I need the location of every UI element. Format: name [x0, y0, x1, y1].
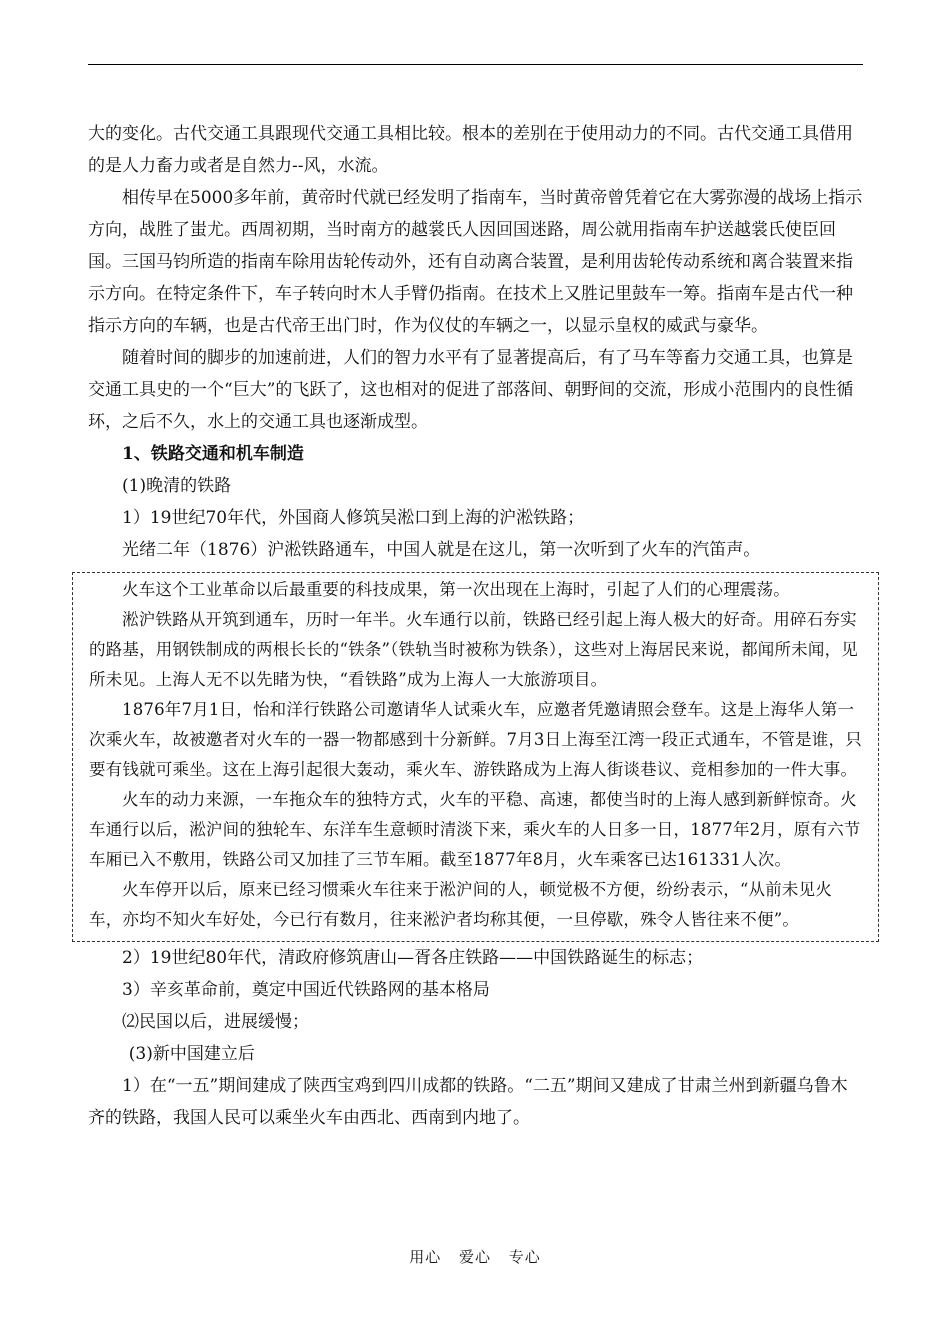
list-item-4: 1）在“一五”期间建成了陕西宝鸡到四川成都的铁路。“二五”期间又建成了甘肃兰州到新疆乌鲁木齐的铁路，我国人民可以乘坐火车由西北、西南到内地了。 — [88, 1076, 848, 1128]
page-footer — [0, 1246, 950, 1267]
list-item-2: 2）19世纪80年代，清政府修筑唐山—胥各庄铁路——中国铁路诞生的标志； — [122, 948, 704, 968]
box-paragraph: 1876年7月1日，怡和洋行铁路公司邀请华人试乘火车，应邀者凭邀请照会登车。这是上海华人第一次乘火车，故被邀者对火车的一器一物都感到十分新鲜。7月3日上海至江湾一段正式通车，不管是谁，只要有钱就可乘坐。这在上海引起很大轰动，乘火车、游铁路成为上海人街谈巷议、竞相参加的一件大事。 — [89, 700, 862, 779]
dashed-reading-box — [72, 572, 879, 942]
paragraph-compass-cart: 相传早在5000多年前，黄帝时代就已经发明了指南车，当时黄帝曾凭着它在大雾弥漫的战场上指示方向，战胜了蚩尤。西周初期，当时南方的越裳氏人因回国迷路，周公就用指南车护送越裳氏使臣回国。三国马钧所造的指南车除用齿轮传动外，还有自动离合装置，是利用齿轮传动系统和离合装置来指示方向。在特定条件下，车子转向时木人手臂仍指南。在技术上又胜记里鼓车一筹。指南车是古代一种指示方向的车辆，也是古代帝王出门时，作为仪仗的车辆之一，以显示皇权的威武与豪华。 — [88, 188, 863, 336]
subheading-republic: ⑵民国以后，进展缓慢； — [122, 1012, 309, 1032]
list-item-1: 1）19世纪70年代，外国商人修筑吴淞口到上海的沪淞铁路； — [122, 508, 585, 528]
section-heading: 1、铁路交通和机车制造 — [122, 444, 304, 464]
footer-text: 爱心 — [458, 1248, 491, 1266]
paragraph-draft-animals: 随着时间的脚步的加速前进，人们的智力水平有了显著提高后，有了马车等畜力交通工具，也算是交通工具史的一个“巨大”的飞跃了，这也相对的促进了部落间、朝野间的交流，形成小范围内的良性循环，之后不久，水上的交通工具也逐渐成型。 — [88, 348, 854, 432]
footer-text: 专心 — [508, 1248, 541, 1266]
subheading-new-china: (3)新中国建立后 — [128, 1044, 255, 1064]
box-paragraph: 淞沪铁路从开筑到通车，历时一年半。火车通行以前，铁路已经引起上海人极大的好奇。用碎石夯实的路基，用钢铁制成的两根长长的“铁条”（铁轨当时被称为铁条），这些对上海居民来说，都闻所未闻，见所未见。上海人无不以先睹为快，“看铁路”成为上海人一大旅游项目。 — [89, 610, 858, 689]
box-paragraph: 火车这个工业革命以后最重要的科技成果，第一次出现在上海时，引起了人们的心理震荡。 — [122, 580, 790, 599]
footer-text: 用心 — [409, 1248, 442, 1266]
box-paragraph: 火车的动力来源，一车拖众车的独特方式，火车的平稳、高速，都使当时的上海人感到新鲜惊奇。火车通行以后，淞沪间的独轮车、东洋车生意顿时清淡下来，乘火车的人日多一日，1877年2月，原有六节车厢已入不敷用，铁路公司又加挂了三节车厢。截至1877年8月，火车乘客已达161331人次。 — [89, 790, 861, 869]
paragraph-intro: 大的变化。古代交通工具跟现代交通工具相比较。根本的差别在于使用动力的不同。古代交通工具借用的是人力畜力或者是自然力--风，水流。 — [88, 124, 853, 176]
list-item-1-note: 光绪二年（1876）沪淞铁路通车，中国人就是在这儿，第一次听到了火车的汽笛声。 — [122, 540, 761, 560]
list-item-3: 3）辛亥革命前，奠定中国近代铁路网的基本格局 — [122, 980, 490, 1000]
box-paragraph: 火车停开以后，原来已经习惯乘火车往来于淞沪间的人，顿觉极不方便，纷纷表示，“从前未见火车，亦均不知火车好处，今已行有数月，往来淞沪者均称其便，一旦停歇，殊令人皆往来不便”。 — [89, 880, 833, 929]
document-body — [88, 118, 863, 1134]
header-rule — [88, 64, 863, 65]
subheading-late-qing: (1)晚清的铁路 — [122, 476, 232, 496]
